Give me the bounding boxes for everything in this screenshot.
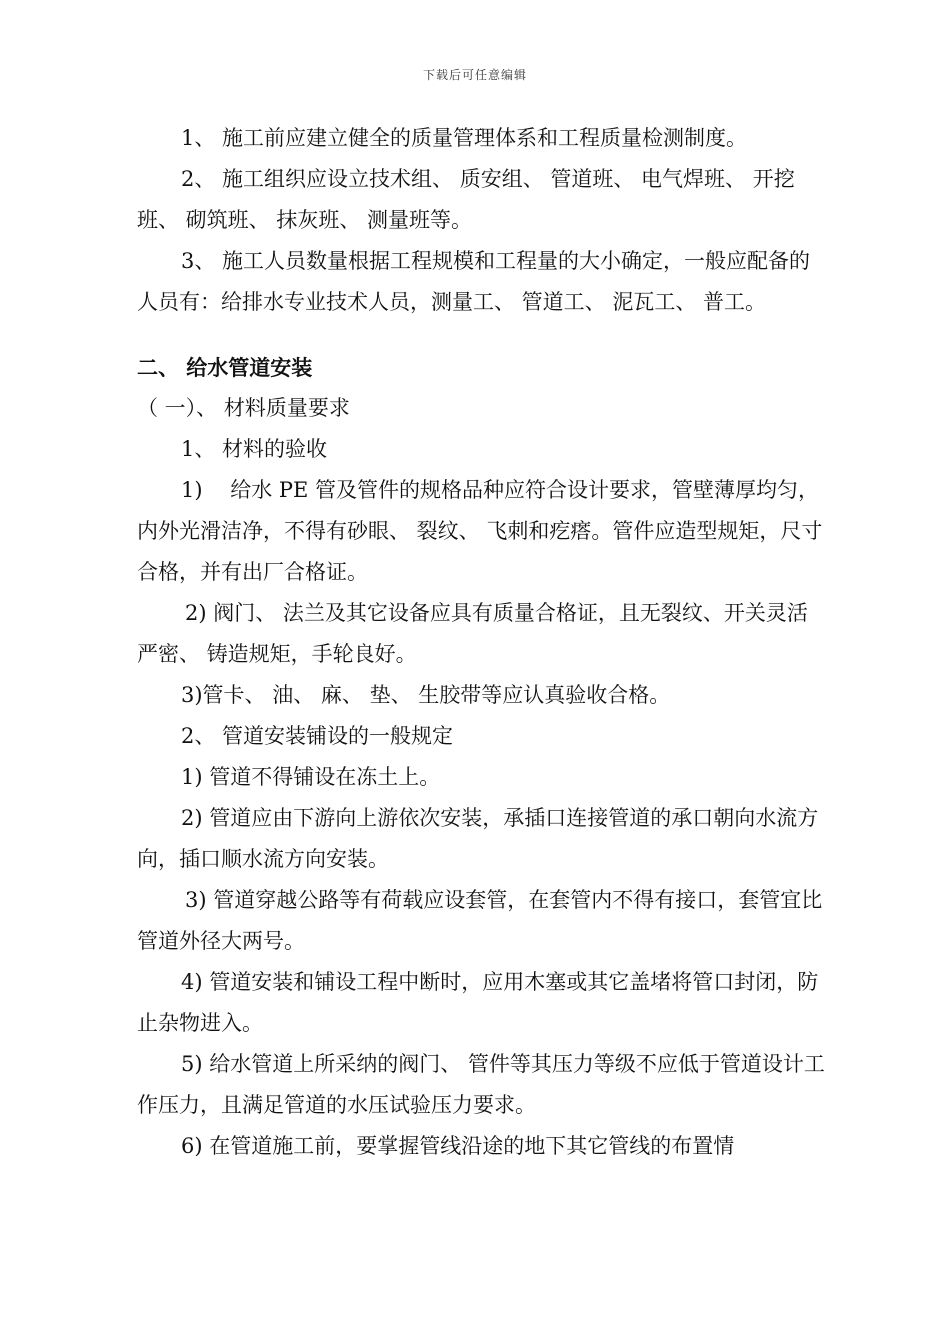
paragraph-4: 1) 给水 PE 管及管件的规格品种应符合设计要求，管壁薄厚均匀，内外光滑洁净，不得有砂眼、 裂纹、 飞刺和疙瘩。管件应造型规矩，尺寸合格，并有出厂合格证。 <box>137 478 823 584</box>
paragraph-9: 3) 管道穿越公路等有荷载应设套管，在套管内不得有接口，套管宜比管道外径大两号。 <box>137 888 823 953</box>
section-heading-2: 二、 给水管道安装 <box>137 355 313 380</box>
page-header: 下载后可任意编辑 <box>422 68 527 82</box>
item-heading-1: 1、 材料的验收 <box>181 437 328 461</box>
paragraph-8: 2) 管道应由下游向上游依次安装，承插口连接管道的承口朝向水流方向，插口顺水流方向安装。 <box>137 806 819 871</box>
document-body <box>137 118 827 1167</box>
paragraph-5: 2) 阀门、 法兰及其它设备应具有质量合格证，且无裂纹、开关灵活严密、 铸造规矩，手轮良好。 <box>137 601 808 666</box>
paragraph-10: 4) 管道安装和铺设工程中断时，应用木塞或其它盖堵将管口封闭，防止杂物进入。 <box>137 970 819 1035</box>
paragraph-1: 1、 施工前应建立健全的质量管理体系和工程质量检测制度。 <box>181 126 748 150</box>
paragraph-11: 5) 给水管道上所采纳的阀门、 管件等其压力等级不应低于管道设计工作压力，且满足管道的水压试验压力要求。 <box>137 1052 825 1117</box>
item-heading-2: 2、 管道安装铺设的一般规定 <box>181 724 454 748</box>
paragraph-6: 3)管卡、 油、 麻、 垫、 生胶带等应认真验收合格。 <box>181 683 671 707</box>
paragraph-3: 3、 施工人员数量根据工程规模和工程量的大小确定，一般应配备的人员有：给排水专业技术人员，测量工、 管道工、 泥瓦工、 普工。 <box>137 249 811 314</box>
paragraph-2: 2、 施工组织应设立技术组、 质安组、 管道班、 电气焊班、 开挖班、 砌筑班、 抹灰班、 测量班等。 <box>137 167 795 232</box>
subsection-heading-1: （ 一）、 材料质量要求 <box>137 396 350 420</box>
paragraph-12: 6) 在管道施工前，要掌握管线沿途的地下其它管线的布置情 <box>181 1134 735 1158</box>
paragraph-7: 1) 管道不得铺设在冻土上。 <box>181 765 441 789</box>
